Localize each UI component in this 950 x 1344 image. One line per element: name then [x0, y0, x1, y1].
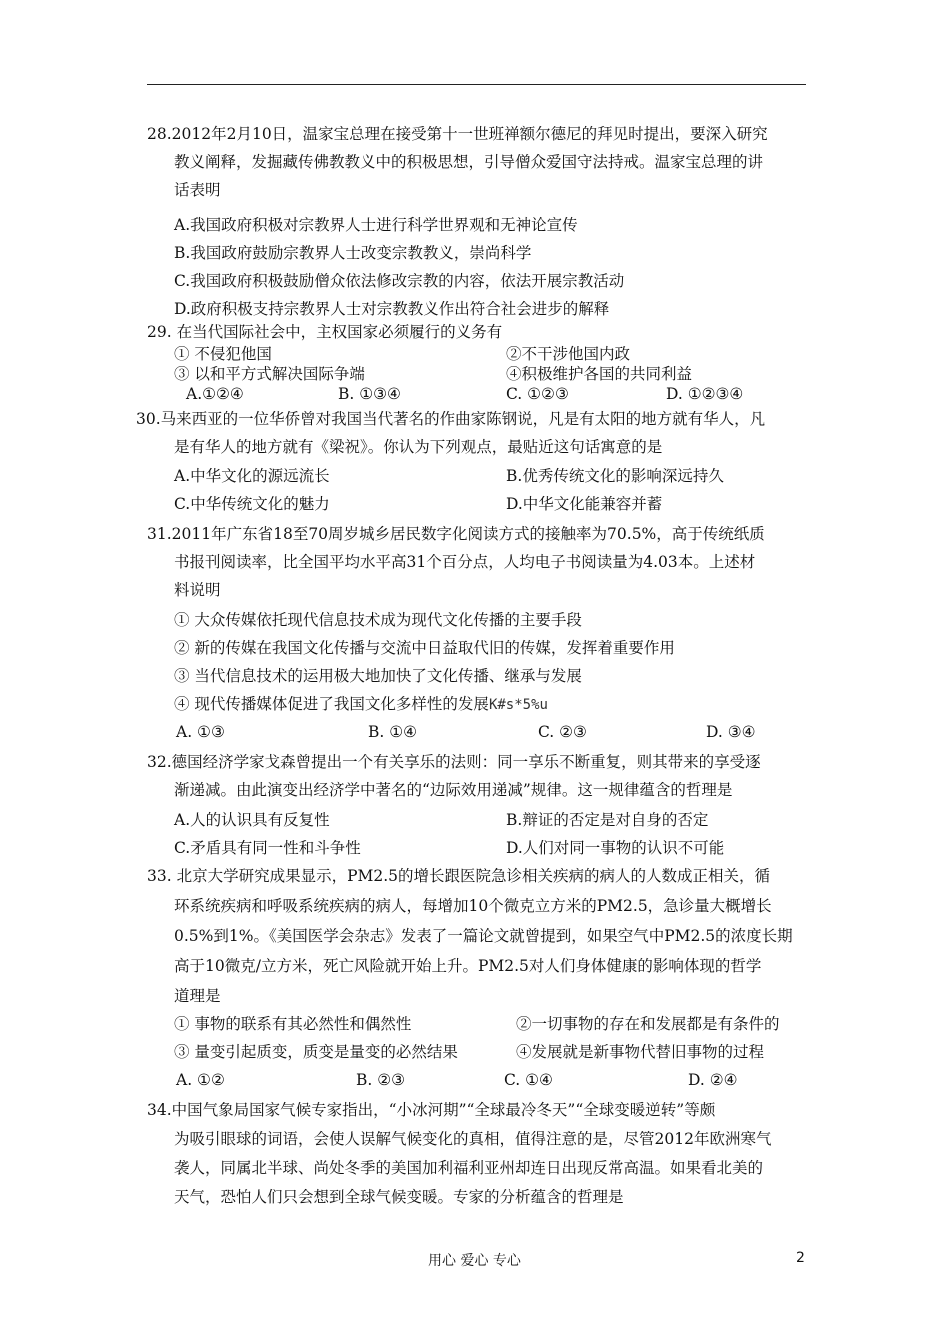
q28-stem-line-3: 话表明	[174, 181, 221, 199]
q31-stem-line-1: 31.2011年广东省18至70周岁城乡居民数字化阅读方式的接触率为70.5%，高于传统纸质	[147, 525, 765, 543]
q33-stem-line-5: 道理是	[174, 987, 221, 1005]
q32-stem-line-1: 32.德国经济学家戈森曾提出一个有关享乐的法则：同一享乐不断重复，则其带来的享受逐	[147, 753, 761, 771]
q33-stem-line-3: 0.5%到1%。《美国医学会杂志》发表了一篇论文就曾提到，如果空气中PM2.5的浓度长期	[174, 927, 793, 945]
q31-item-3: ③ 当代信息技术的运用极大地加快了文化传播、继承与发展	[174, 667, 582, 685]
q33-item-3: ③ 量变引起质变，质变是量变的必然结果	[174, 1043, 458, 1061]
q30-option-c: C.中华传统文化的魅力	[174, 495, 330, 513]
q30-option-d: D.中华文化能兼容并蓄	[506, 495, 663, 513]
q31-stem-line-2: 书报刊阅读率，比全国平均水平高31个百分点，人均电子书阅读量为4.03本。上述材	[174, 553, 756, 571]
q32-option-c: C.矛盾具有同一性和斗争性	[174, 839, 361, 857]
q28-stem-line-1: 28.2012年2月10日，温家宝总理在接受第十一世班禅额尔德尼的拜见时提出，要深入研究	[147, 125, 768, 143]
q33-item-4: ④发展就是新事物代替旧事物的过程	[516, 1043, 765, 1061]
q28-stem-line-2: 教义阐释，发掘藏传佛教教义中的积极思想，引导僧众爱国守法持戒。温家宝总理的讲	[174, 153, 764, 171]
q32-option-a: A.人的认识具有反复性	[174, 811, 330, 829]
q33-item-1: ① 事物的联系有其必然性和偶然性	[174, 1015, 412, 1033]
q31-item-4-text: ④ 现代传播媒体促进了我国文化多样性的发展	[174, 695, 489, 713]
q29-option-c: C. ①②③	[506, 385, 569, 403]
q31-stem-line-3: 料说明	[174, 581, 221, 599]
q29-item-3: ③ 以和平方式解决国际争端	[174, 365, 365, 383]
q29-item-2: ②不干涉他国内政	[506, 345, 631, 363]
q33-option-a: A. ①②	[176, 1071, 225, 1089]
q30-stem-line-2: 是有华人的地方就有《梁祝》。你认为下列观点，最贴近这句话寓意的是	[174, 438, 663, 456]
q34-stem-line-2: 为吸引眼球的词语，会使人误解气候变化的真相，值得注意的是，尽管2012年欧洲寒气	[174, 1130, 772, 1148]
q33-option-b: B. ②③	[356, 1071, 406, 1089]
q30-option-b: B.优秀传统文化的影响深远持久	[506, 467, 724, 485]
q29-option-a: A.①②④	[186, 385, 244, 403]
q31-item-2: ② 新的传媒在我国文化传播与交流中日益取代旧的传媒，发挥着重要作用	[174, 639, 675, 657]
q29-stem: 29. 在当代国际社会中，主权国家必须履行的义务有	[147, 323, 503, 341]
q33-option-d: D. ②④	[688, 1071, 738, 1089]
q33-stem-line-4: 高于10微克/立方米，死亡风险就开始上升。PM2.5对人们身体健康的影响体现的哲学	[174, 957, 762, 975]
q31-option-d: D. ③④	[706, 723, 756, 741]
q31-item-4	[174, 694, 548, 715]
q28-option-a: A.我国政府积极对宗教界人士进行科学世界观和无神论宣传	[174, 216, 578, 234]
q28-option-d: D.政府积极支持宗教界人士对宗教教义作出符合社会进步的解释	[174, 300, 610, 318]
q29-option-d: D. ①②③④	[666, 385, 744, 403]
q33-option-c: C. ①④	[504, 1071, 553, 1089]
q31-option-a: A. ①③	[176, 723, 225, 741]
q31-option-b: B. ①④	[368, 723, 418, 741]
q31-item-1: ① 大众传媒依托现代信息技术成为现代文化传播的主要手段	[174, 611, 582, 629]
page-number: 2	[796, 1250, 805, 1266]
q33-stem-line-1: 33. 北京大学研究成果显示，PM2.5的增长跟医院急诊相关疾病的病人的人数成正相关，循	[147, 867, 771, 885]
q32-stem-line-2: 渐递减。由此演变出经济学中著名的“边际效用递减”规律。这一规律蕴含的哲理是	[174, 781, 733, 799]
q30-stem-line-1: 30.马来西亚的一位华侨曾对我国当代著名的作曲家陈钢说，凡是有太阳的地方就有华人，凡	[136, 410, 766, 428]
q30-option-a: A.中华文化的源远流长	[174, 467, 330, 485]
q32-option-d: D.人们对同一事物的认识不可能	[506, 839, 725, 857]
q29-item-4: ④积极维护各国的共同利益	[506, 365, 693, 383]
q33-stem-line-2: 环系统疾病和呼吸系统疾病的病人，每增加10个微克立方米的PM2.5，急诊量大概增长	[174, 897, 772, 915]
q31-option-c: C. ②③	[538, 723, 587, 741]
q28-option-c: C.我国政府积极鼓励僧众依法修改宗教的内容，依法开展宗教活动	[174, 272, 625, 290]
q33-item-2: ②一切事物的存在和发展都是有条件的	[516, 1015, 780, 1033]
footer-slogan: 用心 爱心 专心	[428, 1253, 521, 1269]
q28-option-b: B.我国政府鼓励宗教界人士改变宗教教义，崇尚科学	[174, 244, 532, 262]
q34-stem-line-3: 袭人，同属北半球、尚处冬季的美国加利福利亚州却连日出现反常高温。如果看北美的	[174, 1159, 764, 1177]
q32-option-b: B.辩证的否定是对自身的否定	[506, 811, 709, 829]
q31-watermark: K#s*5%u	[488, 697, 548, 713]
header-rule	[147, 84, 806, 85]
q34-stem-line-1: 34.中国气象局国家气候专家指出，“小冰河期”“全球最冷冬天”“全球变暖逆转”等颇	[147, 1101, 716, 1119]
q34-stem-line-4: 天气，恐怕人们只会想到全球气候变暖。专家的分析蕴含的哲理是	[174, 1188, 624, 1206]
q29-option-b: B. ①③④	[338, 385, 401, 403]
q29-item-1: ① 不侵犯他国	[174, 345, 272, 363]
